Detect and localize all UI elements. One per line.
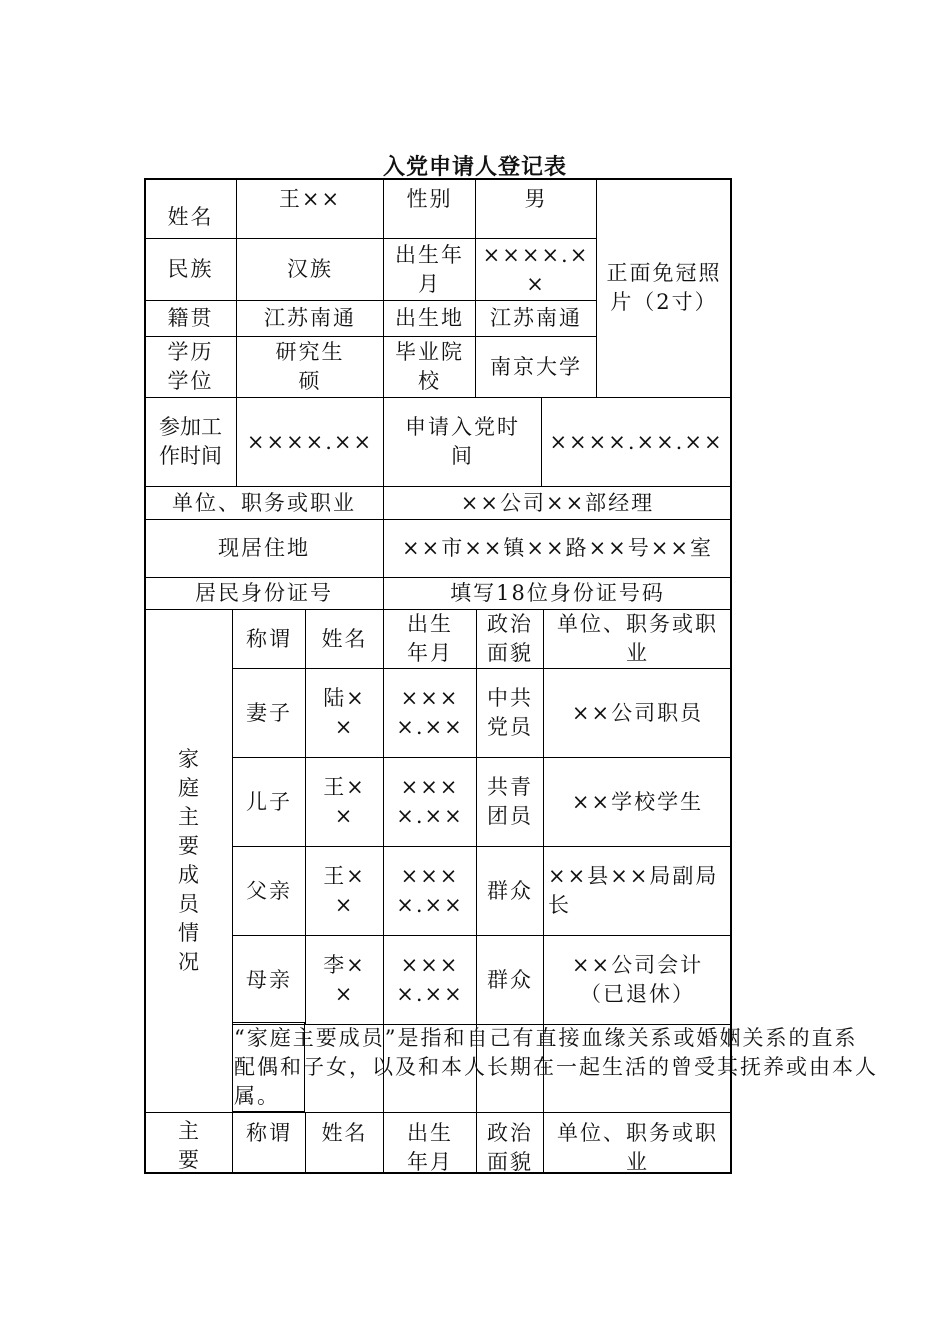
family-row-birth: ××××.×× bbox=[383, 757, 477, 847]
birth-value: ××××.×× bbox=[475, 238, 597, 301]
family-section-label: 家庭主要成员情况 bbox=[144, 609, 233, 1113]
name-value: 王×× bbox=[236, 178, 384, 239]
family-header-relation: 称谓 bbox=[232, 609, 306, 669]
birthplace-value: 江苏南通 bbox=[475, 300, 597, 337]
family-row-job: ××县××局副局长 bbox=[543, 846, 732, 936]
family-row-job: ××学校学生 bbox=[543, 757, 732, 847]
address-value: ××市××镇××路××号××室 bbox=[383, 519, 732, 578]
name-label: 姓名 bbox=[144, 178, 237, 239]
social-header-job: 单位、职务或职业 bbox=[543, 1112, 732, 1174]
id-label: 居民身份证号 bbox=[144, 577, 384, 610]
social-section-label: 主要 bbox=[144, 1112, 233, 1174]
family-row-name: 陆×× bbox=[305, 668, 384, 758]
native-label: 籍贯 bbox=[144, 300, 237, 337]
family-row-name: 李×× bbox=[305, 935, 384, 1025]
school-value: 南京大学 bbox=[475, 336, 597, 398]
photo-placeholder: 正面免冠照片（2寸） bbox=[596, 178, 732, 398]
family-row-birth: ××××.×× bbox=[383, 935, 477, 1025]
birthplace-label: 出生地 bbox=[383, 300, 476, 337]
family-row-job: ××公司会计（已退休） bbox=[543, 935, 732, 1025]
apply-time-value: ××××.××.×× bbox=[541, 397, 732, 487]
family-row-political: 共青团员 bbox=[476, 757, 544, 847]
family-row-birth: ××××.×× bbox=[383, 668, 477, 758]
family-row-name: 王×× bbox=[305, 757, 384, 847]
work-time-value: ××××.×× bbox=[236, 397, 384, 487]
family-note-line: 配偶和子女，以及和本人长期在一起生活的曾受其抚养或由本人 bbox=[234, 1055, 878, 1079]
school-label: 毕业院校 bbox=[383, 336, 476, 398]
family-row-political: 群众 bbox=[476, 935, 544, 1025]
ethnic-label: 民族 bbox=[144, 238, 237, 301]
family-note-line: 属。 bbox=[234, 1084, 280, 1108]
family-row-political: 群众 bbox=[476, 846, 544, 936]
id-value: 填写18位身份证号码 bbox=[383, 577, 732, 610]
family-header-political: 政治面貌 bbox=[476, 609, 544, 669]
gender-label: 性别 bbox=[383, 178, 476, 239]
apply-time-label: 申请入党时间 bbox=[383, 397, 542, 487]
job-label: 单位、职务或职业 bbox=[144, 486, 384, 520]
social-header-name: 姓名 bbox=[305, 1112, 384, 1174]
family-row-name: 王×× bbox=[305, 846, 384, 936]
social-header-political: 政治面貌 bbox=[476, 1112, 544, 1174]
edu-label: 学历学位 bbox=[144, 336, 237, 398]
family-header-job: 单位、职务或职业 bbox=[543, 609, 732, 669]
family-row-relation: 母亲 bbox=[232, 935, 306, 1025]
family-row-relation: 儿子 bbox=[232, 757, 306, 847]
birth-label: 出生年月 bbox=[383, 238, 476, 301]
edu-value: 研究生硕 bbox=[236, 336, 384, 398]
family-header-birth: 出生年月 bbox=[383, 609, 477, 669]
address-label: 现居住地 bbox=[144, 519, 384, 578]
social-header-relation: 称谓 bbox=[232, 1112, 306, 1174]
family-row-relation: 妻子 bbox=[232, 668, 306, 758]
ethnic-value: 汉族 bbox=[236, 238, 384, 301]
social-header-birth: 出生年月 bbox=[383, 1112, 477, 1174]
family-row-relation: 父亲 bbox=[232, 846, 306, 936]
work-time-label: 参加工作时间 bbox=[144, 397, 237, 487]
family-row-political: 中共党员 bbox=[476, 668, 544, 758]
family-note bbox=[234, 1024, 950, 1116]
native-value: 江苏南通 bbox=[236, 300, 384, 337]
job-value: ××公司××部经理 bbox=[383, 486, 732, 520]
form-title: 入党申请人登记表 bbox=[382, 154, 567, 180]
family-header-name: 姓名 bbox=[305, 609, 384, 669]
family-row-birth: ××××.×× bbox=[383, 846, 477, 936]
family-note-line: “家庭主要成员”是指和自己有直接血缘关系或婚姻关系的直系 bbox=[234, 1026, 858, 1050]
family-row-job: ××公司职员 bbox=[543, 668, 732, 758]
gender-value: 男 bbox=[475, 178, 597, 239]
